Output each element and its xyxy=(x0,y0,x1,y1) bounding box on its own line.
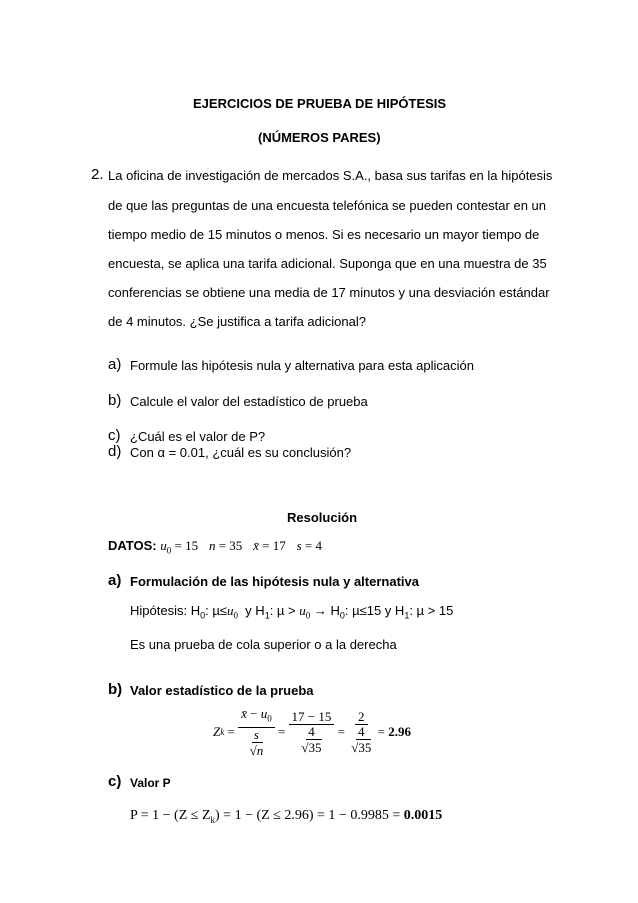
problem-line: tiempo medio de 15 minutos o menos. Si es necesario un mayor tiempo de xyxy=(108,227,540,242)
question-label: d) xyxy=(108,443,122,460)
question-text: ¿Cuál es el valor de P? xyxy=(130,429,266,444)
problem-line: de que las preguntas de una encuesta telefónica se pueden contestar en un xyxy=(108,198,546,213)
datos-s: 4 xyxy=(315,538,323,553)
question-label: c) xyxy=(108,427,121,444)
question-text: Con α = 0.01, ¿cuál es su conclusión? xyxy=(130,445,352,460)
z-statistic-equation: Z k = x̄ − $u_0$ s √n = 17 − 15 4 √35 = 2 4 √35 = 2.96 xyxy=(213,706,411,758)
datos-n: 35 xyxy=(229,538,243,553)
z-result: 2.96 xyxy=(388,723,411,739)
tail-description: Es una prueba de cola superior o a la derecha xyxy=(130,637,397,652)
hypothesis-line: Hipótesis: $H_0$: $\mu\le u_0$ y $H_1$: $\mu > u_0 \to H_0$: µ≤15 y $H_1$: µ > 15 xyxy=(130,603,454,621)
datos-label: DATOS: xyxy=(108,538,157,553)
problem-line: encuesta, se aplica una tarifa adicional. Suponga que en una muestra de 35 xyxy=(108,256,547,271)
fraction-substituted: 17 − 15 4 √35 xyxy=(289,709,335,755)
question-label: a) xyxy=(108,356,122,373)
problem-number: 2. xyxy=(91,166,104,183)
part-a-title: Formulación de las hipótesis nula y alternativa xyxy=(130,574,419,589)
resolution-heading: Resolución xyxy=(287,510,358,525)
p-value-result: 0.0015 xyxy=(403,808,443,823)
part-c-label: c) xyxy=(108,773,122,790)
part-a-label: a) xyxy=(108,572,122,589)
part-b-label: b) xyxy=(108,681,123,698)
datos-u0: 15 xyxy=(185,538,199,553)
part-c-title: Valor P xyxy=(130,776,171,790)
fraction-general: x̄ − $u_0$ s √n xyxy=(238,706,275,758)
page-subtitle: (NÚMEROS PARES) xyxy=(258,130,381,145)
part-b-title: Valor estadístico de la prueba xyxy=(130,683,314,698)
datos-row: DATOS: $u_0 = 15$ n = 35 x̄ = 17 s = 4 xyxy=(108,538,323,556)
p-value-equation: $P = 1 - (Z \le Z_k) = 1 - (Z \le 2.96) = 1 - 0.9985 = 0.0015$ xyxy=(130,808,443,825)
fraction-simplified: 2 4 √35 xyxy=(351,708,372,755)
question-text: Formule las hipótesis nula y alternativa para esta aplicación xyxy=(130,358,474,373)
problem-line: La oficina de investigación de mercados S.A., basa sus tarifas en la hipótesis xyxy=(108,168,553,183)
page-title: EJERCICIOS DE PRUEBA DE HIPÓTESIS xyxy=(193,96,447,111)
datos-xbar: 17 xyxy=(272,538,286,553)
question-text: Calcule el valor del estadístico de prueba xyxy=(130,394,368,409)
problem-line: de 4 minutos. ¿Se justifica a tarifa adicional? xyxy=(108,314,366,329)
problem-line: conferencias se obtiene una media de 17 minutos y una desviación estándar xyxy=(108,285,550,300)
question-label: b) xyxy=(108,392,122,409)
